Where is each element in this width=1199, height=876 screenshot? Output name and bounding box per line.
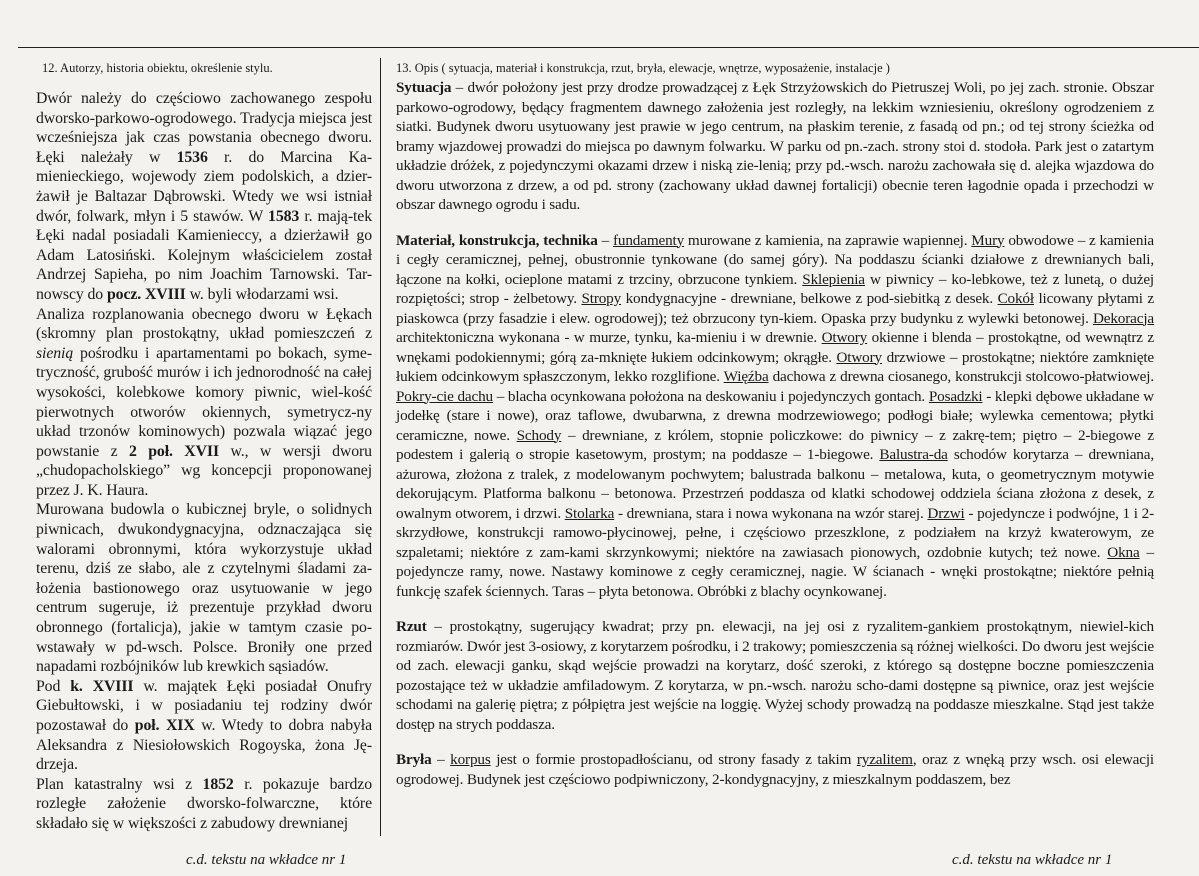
bold-text: 1536 [176, 148, 208, 166]
description-text [396, 78, 1154, 789]
bold-text: poł. XIX [134, 717, 195, 734]
text-run: – [431, 751, 451, 768]
description-paragraph [396, 231, 1154, 602]
bold-text: 1583 [268, 207, 300, 225]
column-divider [380, 58, 381, 836]
text-run: – dwór położony jest przy drodze prowadzącej z Łęk Strzyżowskich do Pietruszej Woli, po jej zach. stronie. Obszar parkowo-ogrodowy, będący fragmentem dawnego założenia jest rozległy, na lekkim wzniesieniu, określony ogrodzeniem z siatki. Budynek dworu usytuowany jest prawie w jego centrum, na płaskim terenie, z fasadą od pn.; od tej strony ścieżka od bramy wjazdowej prowadzi do miejsca po dawnym folwarku. W parku od pn.-zach. strony stoi d. stodoła. Park jest o zatartym układzie dróżek, z pojedynczymi okazami drzew i niską zie-lenią; przy pd.-wsch. narożu zachowała się d. alejka wjazdowa do dworu utworzona z drzew, a od pd. strony (zachowany układ dawnej fortalicji) obecnie teren łagodnie opada i przechodzi w obszar dawnego ogrodu i sadu. [396, 79, 1154, 213]
text-run: – prostokątny, sugerujący kwadrat; przy pn. elewacji, na jej osi z ryzalitem-gankiem prostokątnym, niewiel-kich rozmiarów. Dwór jest 3-osiowy, z korytarzem pośrodku, i 2 trakowy; pomieszczenia są różnej wielkości. Do dworu jest wejście od zach. elewacji ganku, skąd wejście prowadzi na korytarz, dość szeroki, z którego są dostępne boczne pomieszczenia pozostające też w układzie amfiladowym. Z korytarza, w pn.-wsch. narożu scho-dami dostępne są piwnice, oraz jest wejście schodami na galerię piętra; z półpiętra jest wejście na loggię. Wyżej schody prowadzą na poddasze mieszkalne. Stąd jest także dostęp na strych poddasza. [396, 618, 1154, 733]
description-paragraph [396, 78, 1154, 215]
bold-text: k. XVIII [70, 677, 134, 695]
description-heading: 13. Opis ( sytuacja, materiał i konstrukcja, rzut, bryła, elewacje, wnętrze, wyposażenie, instalacje ) [396, 61, 890, 75]
text-run: - drewniana, stara i nowa wykonana na wzór starej. [614, 504, 928, 522]
underlined-term: Posadzki [928, 387, 983, 405]
underlined-term: Schody [516, 426, 562, 444]
underlined-term: Sklepienia [802, 270, 865, 288]
underlined-term: Cokół [997, 290, 1034, 307]
underlined-term: Otwory [821, 329, 868, 346]
bold-text: Sytuacja [396, 79, 452, 96]
text-run: – drewniane, z królem, stopnie policzkowe: do piwnicy – z zakrę-tem; piętro – 2-biegowe z podestem i galerią o stropie kasetowym, prostym; na poddasze – 1-biegowe. [396, 426, 1154, 463]
history-text [36, 89, 372, 834]
text-run: , oraz z wnęką przy wsch. osi elewacji ogrodowej. Budynek jest częściowo podpiwniczony, 2-kondygnacyjny, z mieszkalnym poddaszem, bez [396, 751, 1154, 788]
bold-text: 1852 [202, 775, 234, 793]
text-run: w. majątek Łęki posiadał Onufry Giebułtowski, i w posiadaniu tej rodziny dwór pozostawał do [36, 677, 372, 734]
text-run: - klepki dębowe układane w jodełkę (stare i nowe), oraz taflowe, dwubarwna, z drewna modrzewiowego; podłogi białe; wylewka cementowa; płytki ceramiczne, nowe. [396, 387, 1154, 444]
text-run: w piwnicy – ko-lebkowe, też z lunetą, o dużej rozpiętości; strop - żelbetowy. [396, 270, 1154, 307]
text-run: Dwór należy do częściowo zachowanego zespołu dworsko-parkowo-ogrodowego. Tradycja miejsca jest wcześniejsza jak czas powstania obecnego dworu. Łęki należały w [36, 90, 372, 166]
text-run: licowany płytami z piaskowca (przy fasadzie i elew. ogrodowej); też obrzucony tyn-kiem. Opaska przy budynku z wylewki betonowej. [396, 290, 1154, 327]
underlined-term: Balustra-da [879, 446, 948, 463]
bold-text: Bryła [396, 751, 432, 768]
right-footer-note: c.d. tekstu na wkładce nr 1 [952, 852, 1113, 868]
text-run: architektoniczna wykonana - w murze, tynku, ka-mieniu i w drewnie. [396, 329, 822, 346]
history-column [36, 60, 372, 834]
text-run: w. Wtedy to dobra nabyła Aleksandra z Niesiołowskich Rogoyska, żona Ję-drzeja. Plan katastralny wsi z [36, 717, 373, 793]
text-run: r. do Marcina Ka-mienieckiego, wojewody ziem podolskich, a dzier-żawił je Baltazar Dąbrowski. Wtedy we wsi istniał dwór, folwark, młyn i 5 stawów. W [36, 148, 372, 225]
underlined-term: Stolarka [564, 504, 615, 522]
description-paragraph [396, 617, 1154, 734]
text-run: - pojedyncze i podwójne, 1 i 2-skrzydłowe, konstrukcji ramowo-płycinowej, pełne, i częściowo przeszklone, z podziałem na krzyż kwaterowym, ze szpaletami; niektóre z zam-kami skrzynkowymi; niektóre na zawiasach pionowych, ozdobnie kutych; też nowe. [396, 504, 1154, 561]
text-run: w., w wersji dworu „chudopacholskiego” wg koncepcji proponowanej przez J. K. Haura. Murowana budowla o kubicznej bryle, o solidnych piwnicach, dwukondygnacyjna, odznaczająca się walorami obronnymi, która wykorzystuje układ terenu, dziś ze słabo, ale z czytelnymi śladami za-łożenia bastionowego oraz usytuowanie w jego centrum sugeruje, iż prezentuje przykład dworu obronnego (fortalicja), jakie w tamtym czasie po-wstawały w pd-wsch. Polsce. Broniły one przed napadami rozbójników lub krewkich sąsiadów. Pod [36, 442, 372, 695]
text-run: drzwiowe – prostokątne; niektóre zamknięte łukiem odcinkowym spłaszczonym, lekko rozglifione. [396, 348, 1154, 385]
text-run: jest o formie prostopadłościanu, od strony fasady z takim [490, 751, 857, 768]
text-run: obwodowe – z kamienia i cegły ceramicznej, pełnej, obustronnie tynkowane (do samej góry). Na poddaszu ścianki działowe z drewnianych bali, łączone na kołki, ocieplone matami z trzciny, obrzucone tynkiem. [396, 231, 1155, 288]
description-column [396, 60, 1154, 805]
text-run: – pojedyncze ramy, nowe. Nastawy kominowe z cegły ceramicznej, nagie. W ścianach - wnęki prostokątne; niektóre pełnią funkcję szafek ściennych. Taras – płyta betonowa. Obróbki z blachy ocynkowanej. [396, 543, 1155, 600]
history-heading: 12. Autorzy, historia obiektu, określenie stylu. [42, 61, 273, 75]
bold-text: Rzut [396, 618, 427, 635]
bold-text: 2 poł. XVII [128, 442, 220, 460]
text-run: pośrodku i apartamentami po bokach, syme-tryczność, grubość murów i ich jednorodność na całej wysokości, kolebkowe komory piwnic, wiel-kość pierwotnych otworów okiennych, symetrycz-ny układ trzonów kominowych) pozwala wiązać jego powstanie z [36, 344, 372, 460]
underlined-term: Okna [1107, 543, 1140, 561]
left-footer-note: c.d. tekstu na wkładce nr 1 [186, 852, 347, 868]
underlined-term: Mury [971, 231, 1005, 249]
text-run: kondygnacyjne - drewniane, belkowe z pod-siebitką z desek. [621, 290, 998, 307]
text-run: schodów korytarza – drewniana, ażurowa, złożona z tralek, z modelowanym pochwytem; balustrada balkonu – metalowa, kuta, o geometrycznym motywie dekorującym. Platforma balkonu – betonowa. Przestrzeń poddasza od klatki schodowej oddziela ściana złożona z desek, z owalnym otworem, i drzwi. [396, 446, 1154, 522]
underlined-term: korpus [450, 751, 491, 768]
text-run: okienne i blenda – prostokątne, od wewnątrz z wnękami podokiennymi; górą za-mknięte łukiem odcinkowym; okrągłe. [396, 329, 1154, 366]
underlined-term: ryzalitem [856, 751, 913, 768]
text-run: murowane z kamienia, na zaprawie wapiennej. [684, 231, 972, 249]
text-run: – [597, 231, 613, 249]
underlined-term: Dekoracja [1092, 309, 1154, 327]
underlined-term: Stropy [581, 290, 622, 307]
underlined-term: fundamenty [612, 231, 685, 249]
bold-text: pocz. XVIII [106, 285, 186, 303]
text-run: dachowa z drewna ciosanego, konstrukcji stolcowo-płatwiowej. [768, 368, 1154, 385]
italic-text: sienią [36, 344, 74, 362]
description-paragraph [396, 750, 1154, 789]
text-run: r. mają-tek Łęki nadal posiadali Kamienieccy, a dzierżawił go Adam Latosiński. Kolejnym właścicielem został Andrzej Sapieha, po nim Joachim Tarnowski. Tar-nowscy do [36, 207, 372, 303]
text-run: w. byli włodarzami wsi. Analiza rozplanowania obecnego dworu w Łękach (skromny plan prostokątny, układ pomieszczeń z [36, 285, 372, 343]
underlined-term: Drzwi [927, 504, 965, 522]
text-run: – blacha ocynkowana położona na deskowaniu i pojedynczych gontach. [492, 387, 929, 405]
underlined-term: Otwory [836, 348, 882, 366]
underlined-term: Więźba [723, 368, 769, 385]
text-run: r. pokazuje bardzo rozległe założenie dworsko-folwarczne, które składało się w większości z zabudowy drewnianej [36, 775, 373, 832]
top-rule [18, 47, 1199, 48]
underlined-term: Pokry-cie dachu [396, 387, 493, 405]
bold-text: Materiał, konstrukcja, technika [396, 231, 598, 249]
